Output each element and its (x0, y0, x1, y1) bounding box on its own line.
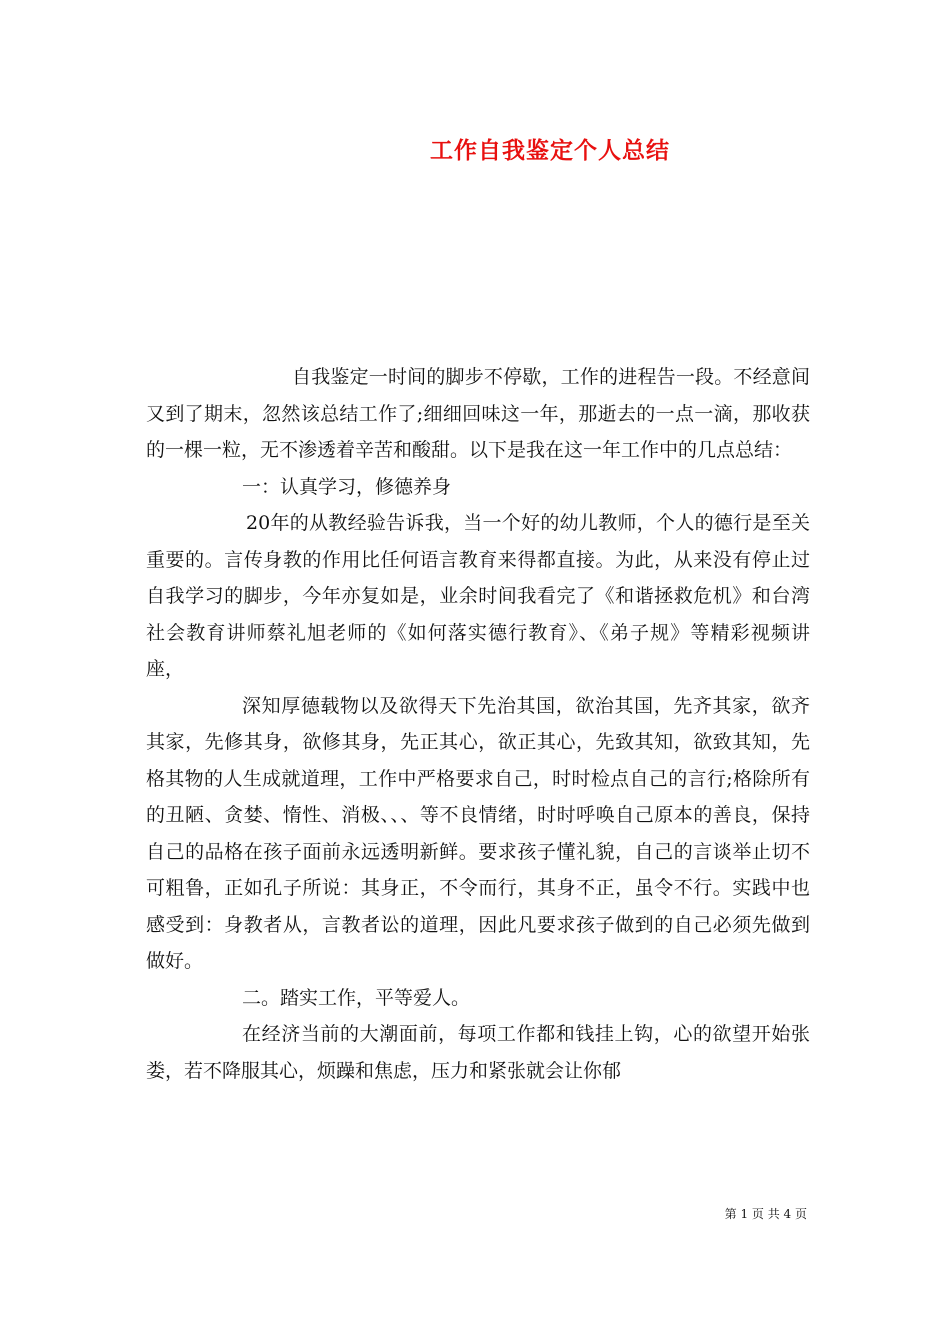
page-number-footer: 第 1 页 共 4 页 (724, 1207, 807, 1221)
document-body (146, 359, 810, 1089)
section-heading-2: 二。踏实工作，平等爱人。 (242, 986, 471, 1009)
document-title: 工作自我鉴定个人总结 (430, 137, 670, 164)
paragraph-intro: 自我鉴定一时间的脚步不停歇，工作的进程告一段。不经意间又到了期末，忽然该总结工作了;细细回味这一年，那逝去的一点一滴，那收获的一棵一粒，无不渗透着辛苦和酸甜。以下是我在这一年工作中的几点总结： (146, 366, 810, 461)
section-heading-1: 一：认真学习，修德养身 (242, 475, 452, 498)
paragraph-study: 20年的从教经验告诉我，当一个好的幼儿教师，个人的德行是至关重要的。言传身教的作用比任何语言教育来得都直接。为此，从来没有停止过自我学习的脚步，今年亦复如是，业余时间我看完了《和谐拯救危机》和台湾社会教育讲师蔡礼旭老师的《如何落实德行教育》、《弟子规》等精彩视频讲座， (146, 512, 810, 680)
paragraph-virtue: 深知厚德载物以及欲得天下先治其国，欲治其国，先齐其家，欲齐其家，先修其身，欲修其身，先正其心，欲正其心，先致其知，欲致其知，先格其物的人生成就道理，工作中严格要求自己，时时检点自己的言行;格除所有的丑陋、贪婪、惰性、消极、、、等不良情绪，时时呼唤自己原本的善良，保持自己的品格在孩子面前永远透明新鲜。要求孩子懂礼貌，自己的言谈举止切不可粗鲁，正如孔子所说：其身正，不令而行，其身不正，虽令不行。实践中也感受到：身教者从，言教者讼的道理，因此凡要求孩子做到的自己必须先做到做好。 (146, 694, 810, 972)
paragraph-work: 在经济当前的大潮面前，每项工作都和钱挂上钩，心的欲望开始张娄，若不降服其心，烦躁和焦虑，压力和紧张就会让你郁 (146, 1023, 810, 1082)
